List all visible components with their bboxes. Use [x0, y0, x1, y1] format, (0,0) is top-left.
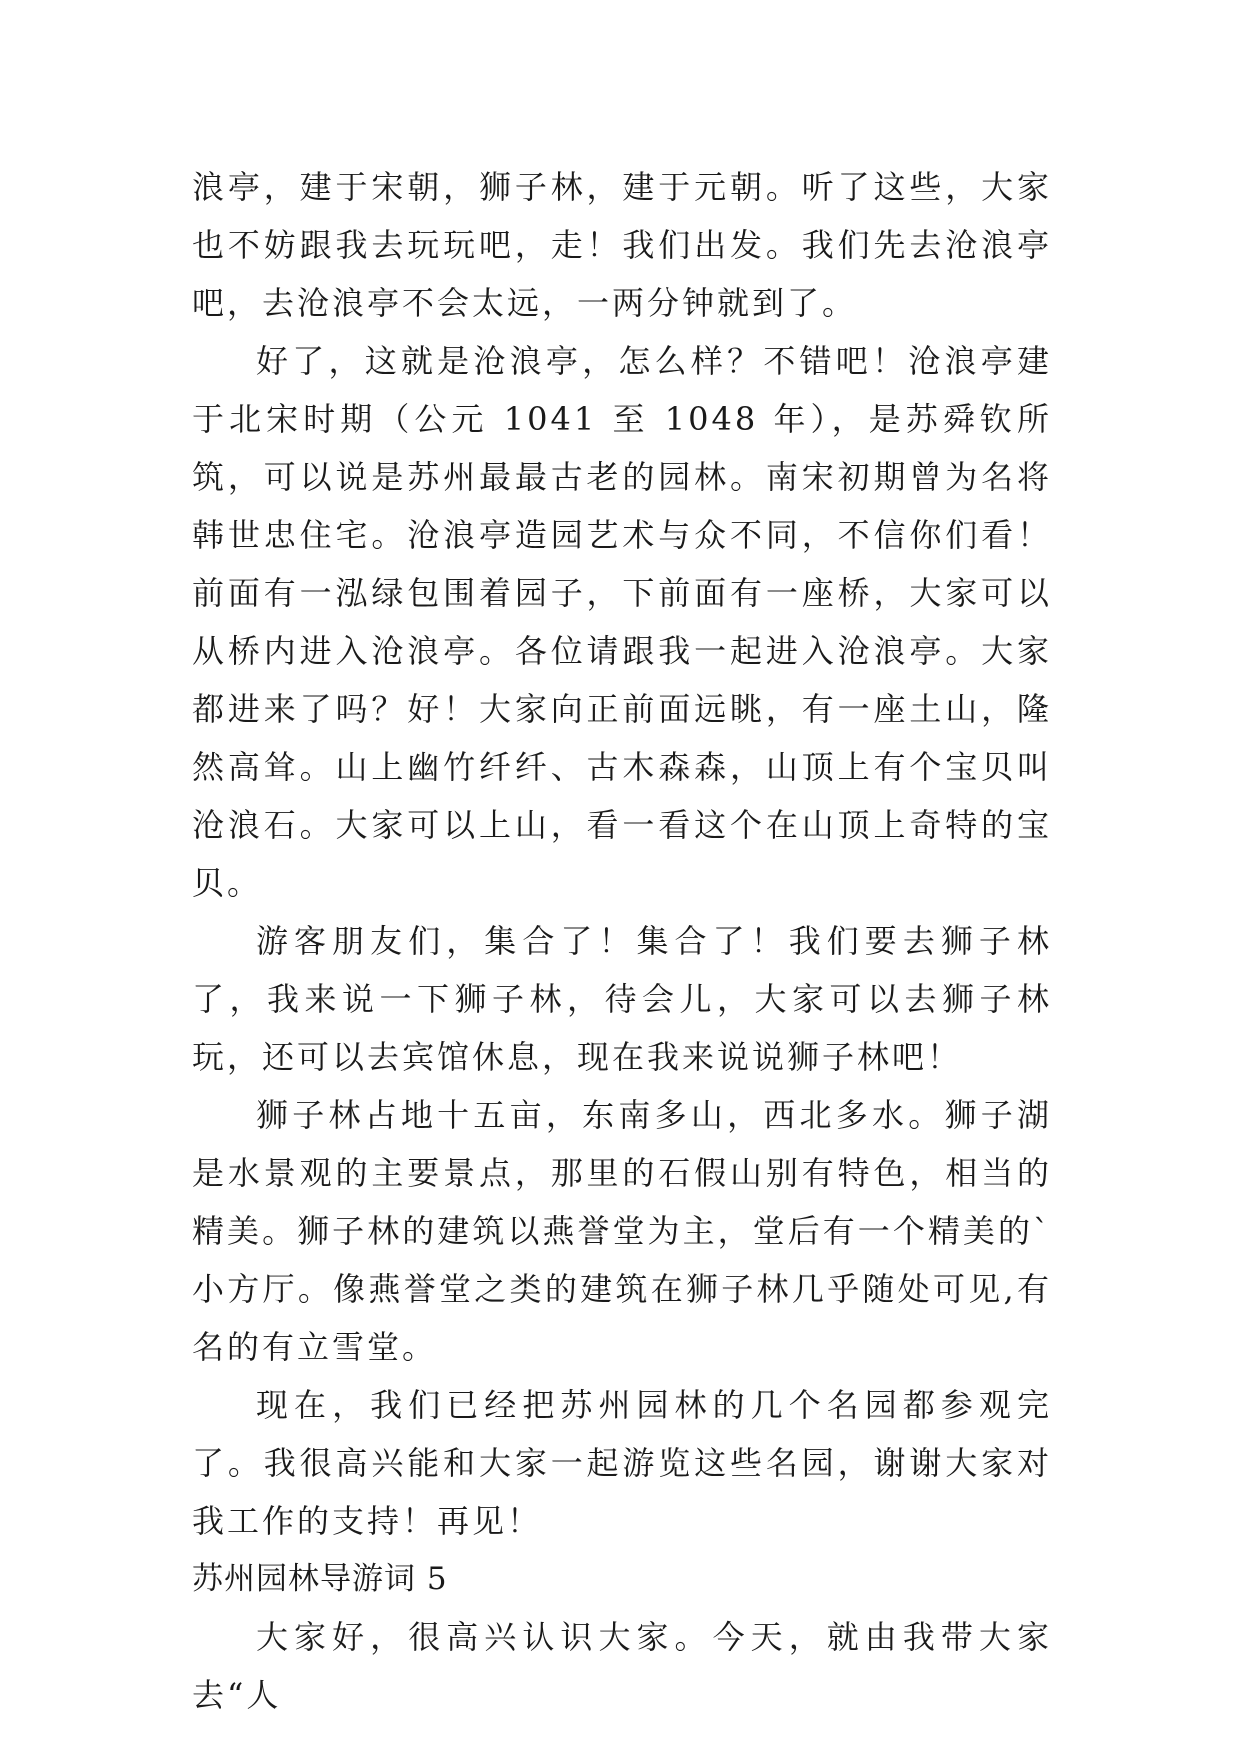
document-body: [192, 158, 1052, 1724]
paragraph-3: 游客朋友们，集合了！集合了！我们要去狮子林了，我来说一下狮子林，待会儿，大家可以去狮子林玩，还可以去宾馆休息，现在我来说说狮子林吧！: [192, 922, 1052, 1076]
section-heading: 苏州园林导游词 5: [192, 1561, 448, 1597]
paragraph-2: 好了，这就是沧浪亭，怎么样？不错吧！沧浪亭建于北宋时期（公元 1041 至 1048 年），是苏舜钦所筑，可以说是苏州最最古老的园林。南宋初期曾为名将韩世忠住宅。沧浪亭造园艺术与众不同，不信你们看！前面有一泓绿包围着园子，下前面有一座桥，大家可以从桥内进入沧浪亭。各位请跟我一起进入沧浪亭。大家都进来了吗？好！大家向正前面远眺，有一座土山，隆然高耸。山上幽竹纤纤、古木森森，山顶上有个宝贝叫沧浪石。大家可以上山，看一看这个在山顶上奇特的宝贝。: [192, 342, 1052, 902]
paragraph-6: 大家好，很高兴认识大家。今天，就由我带大家去“人: [192, 1618, 1052, 1714]
paragraph-4: 狮子林占地十五亩，东南多山，西北多水。狮子湖是水景观的主要景点，那里的石假山别有特色，相当的精美。狮子林的建筑以燕誉堂为主，堂后有一个精美的`小方厅。像燕誉堂之类的建筑在狮子林几乎随处可见,有名的有立雪堂。: [192, 1096, 1052, 1366]
paragraph-5: 现在，我们已经把苏州园林的几个名园都参观完了。我很高兴能和大家一起游览这些名园，谢谢大家对我工作的支持！再见！: [192, 1386, 1052, 1540]
paragraph-1: 浪亭，建于宋朝，狮子林，建于元朝。听了这些，大家也不妨跟我去玩玩吧，走！我们出发。我们先去沧浪亭吧，去沧浪亭不会太远，一两分钟就到了。: [192, 168, 1052, 322]
